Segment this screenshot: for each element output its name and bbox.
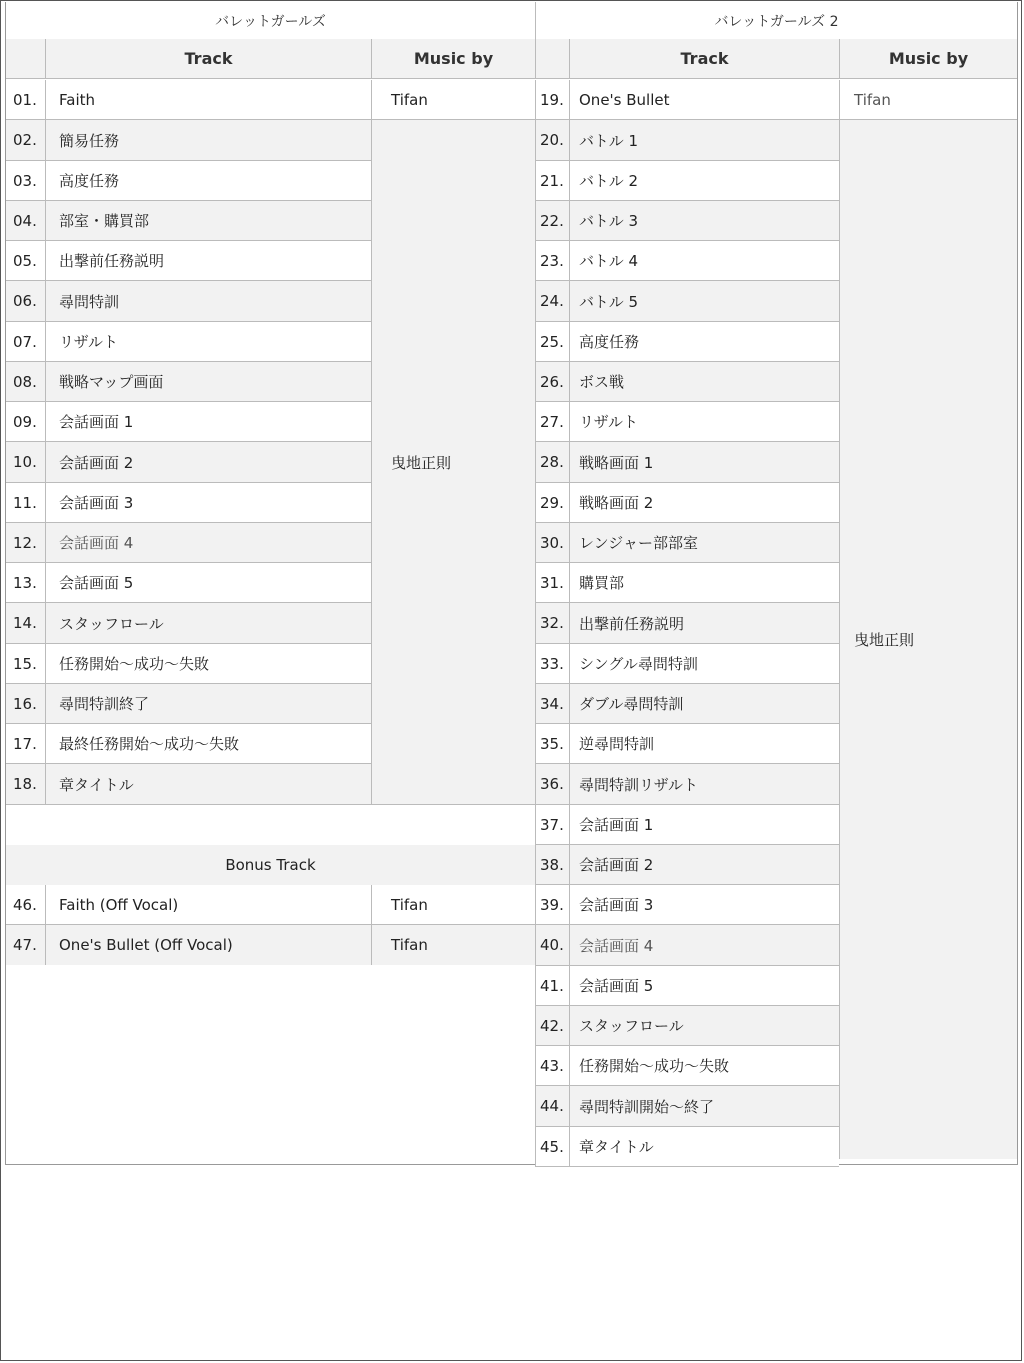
track-name: 高度任務 (569, 322, 839, 362)
track-name: 尋問特訓 (45, 281, 371, 322)
track-number: 04. (6, 201, 45, 241)
track-number: 44. (535, 1086, 569, 1127)
track-number: 39. (535, 885, 569, 925)
track-number: 18. (6, 764, 45, 805)
track-name: バトル 3 (569, 201, 839, 241)
track-name: 部室・購買部 (45, 201, 371, 241)
track-name: 会話画面 2 (45, 442, 371, 483)
track-name: スタッフロール (45, 603, 371, 644)
album2-num-header (535, 39, 569, 79)
track-number: 25. (535, 322, 569, 362)
track-name: Faith (45, 80, 371, 120)
track-name: 戦略画面 2 (569, 483, 839, 523)
track-number: 09. (6, 402, 45, 442)
spacer-row (6, 805, 535, 845)
track-name: バトル 4 (569, 241, 839, 281)
track-number: 20. (535, 120, 569, 161)
track-name: 会話画面 3 (45, 483, 371, 523)
track-number: 16. (6, 684, 45, 724)
track-number: 31. (535, 563, 569, 603)
album1-music-rest: 曳地正則 (371, 120, 535, 805)
track-number: 38. (535, 845, 569, 885)
bonus-track-music: Tifan (371, 885, 535, 925)
album2-music-header: Music by (839, 39, 1017, 79)
track-name: 任務開始～成功～失敗 (569, 1046, 839, 1086)
track-number: 13. (6, 563, 45, 603)
track-name: バトル 1 (569, 120, 839, 161)
track-name: ボス戦 (569, 362, 839, 402)
track-name: 戦略画面 1 (569, 442, 839, 483)
album2-track-header: Track (569, 39, 839, 79)
track-number: 27. (535, 402, 569, 442)
track-name: 尋問特訓開始～終了 (569, 1086, 839, 1127)
track-number: 07. (6, 322, 45, 362)
album1-track-header: Track (45, 39, 371, 79)
track-number: 01. (6, 80, 45, 120)
album1-title: バレットガールズ (6, 2, 535, 39)
album1-num-header (6, 39, 45, 79)
track-name: 出撃前任務説明 (569, 603, 839, 644)
track-name: 会話画面 5 (45, 563, 371, 603)
track-number: 36. (535, 764, 569, 805)
track-name: バトル 2 (569, 161, 839, 201)
track-name: 戦略マップ画面 (45, 362, 371, 402)
album1-music-header: Music by (371, 39, 535, 79)
track-number: 21. (535, 161, 569, 201)
album2-title: バレットガールズ 2 (535, 2, 1017, 39)
track-number: 22. (535, 201, 569, 241)
track-number: 33. (535, 644, 569, 684)
track-name: リザルト (45, 322, 371, 362)
track-name: 会話画面 1 (569, 805, 839, 845)
track-number: 30. (535, 523, 569, 563)
track-number: 23. (535, 241, 569, 281)
track-number: 42. (535, 1006, 569, 1046)
track-name: 最終任務開始～成功～失敗 (45, 724, 371, 764)
track-name: 逆尋問特訓 (569, 724, 839, 764)
track-name: 尋問特訓終了 (45, 684, 371, 724)
track-name: シングル尋問特訓 (569, 644, 839, 684)
track-number: 26. (535, 362, 569, 402)
track-name: 尋問特訓リザルト (569, 764, 839, 805)
track-number: 11. (6, 483, 45, 523)
track-name: 会話画面 4 (45, 523, 371, 563)
track-name: スタッフロール (569, 1006, 839, 1046)
track-number: 43. (535, 1046, 569, 1086)
track-number: 06. (6, 281, 45, 322)
track-name: 章タイトル (45, 764, 371, 805)
track-number: 15. (6, 644, 45, 684)
bonus-track-title: Bonus Track (6, 845, 535, 885)
track-name: 高度任務 (45, 161, 371, 201)
track-name: バトル 5 (569, 281, 839, 322)
track-number: 35. (535, 724, 569, 764)
track-number: 41. (535, 966, 569, 1006)
track-number: 17. (6, 724, 45, 764)
track-name: One's Bullet (569, 80, 839, 120)
track-name: 会話画面 4 (569, 925, 839, 966)
track-name: 会話画面 3 (569, 885, 839, 925)
track-number: 02. (6, 120, 45, 161)
track-number: 12. (6, 523, 45, 563)
track-number: 40. (535, 925, 569, 966)
bonus-track-music: Tifan (371, 925, 535, 965)
album2-music-rest: 曳地正則 (839, 120, 1017, 1159)
track-number: 05. (6, 241, 45, 281)
album1-music-first: Tifan (371, 80, 535, 120)
bonus-track-name: One's Bullet (Off Vocal) (45, 925, 371, 965)
track-name: 購買部 (569, 563, 839, 603)
track-list-table (5, 2, 1018, 1165)
track-name: 会話画面 2 (569, 845, 839, 885)
track-number: 24. (535, 281, 569, 322)
track-name: 会話画面 1 (45, 402, 371, 442)
track-number: 08. (6, 362, 45, 402)
bonus-track-number: 47. (6, 925, 45, 965)
track-name: レンジャー部部室 (569, 523, 839, 563)
track-name: ダブル尋問特訓 (569, 684, 839, 724)
track-number: 37. (535, 805, 569, 845)
track-number: 14. (6, 603, 45, 644)
track-number: 28. (535, 442, 569, 483)
track-name: 会話画面 5 (569, 966, 839, 1006)
track-name: 簡易任務 (45, 120, 371, 161)
track-number: 03. (6, 161, 45, 201)
track-number: 32. (535, 603, 569, 644)
bonus-track-number: 46. (6, 885, 45, 925)
track-name: 任務開始～成功～失敗 (45, 644, 371, 684)
track-name: リザルト (569, 402, 839, 442)
album2-music-first: Tifan (839, 80, 1017, 120)
bonus-track-name: Faith (Off Vocal) (45, 885, 371, 925)
track-name: 出撃前任務説明 (45, 241, 371, 281)
track-number: 34. (535, 684, 569, 724)
track-number: 19. (535, 80, 569, 120)
track-number: 29. (535, 483, 569, 523)
track-number: 45. (535, 1127, 569, 1167)
track-name: 章タイトル (569, 1127, 839, 1167)
track-number: 10. (6, 442, 45, 483)
